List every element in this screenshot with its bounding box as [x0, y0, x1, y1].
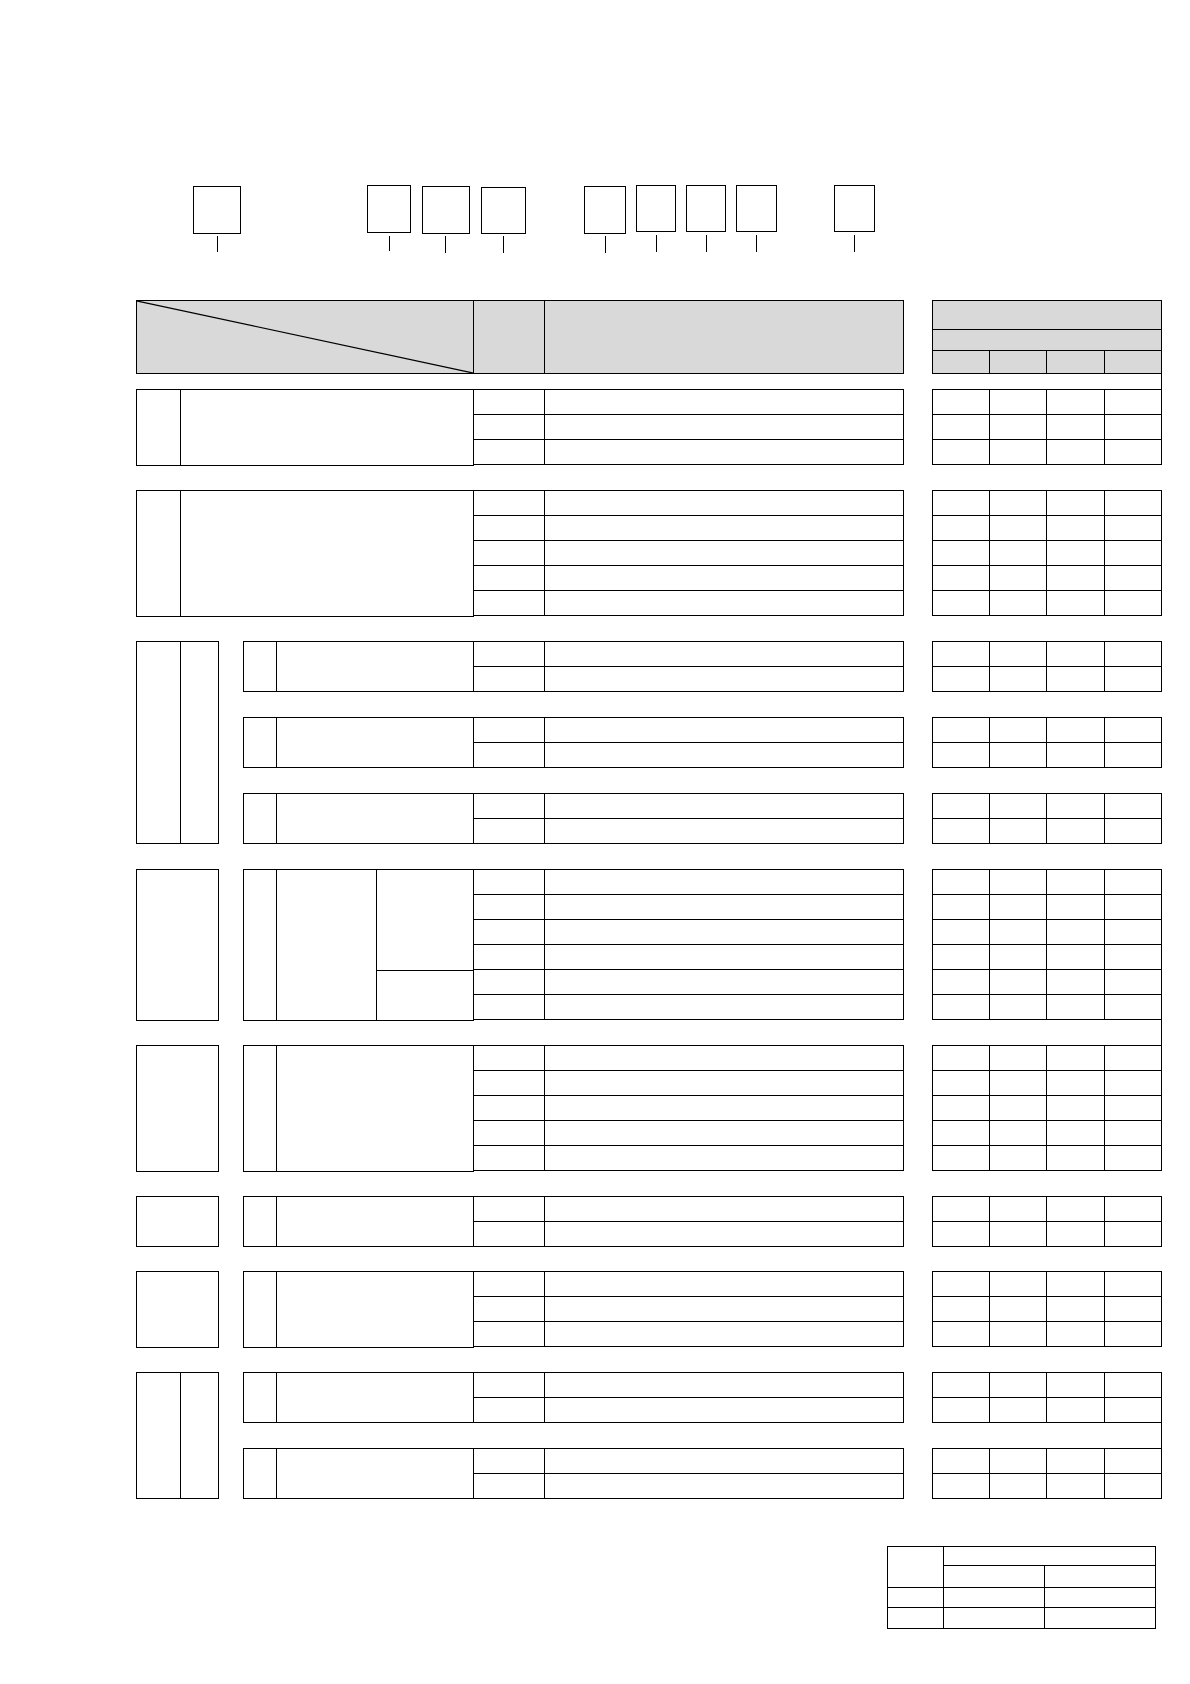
row-check-cell-3[interactable] — [1046, 1045, 1105, 1071]
row-check-cell-2[interactable] — [989, 1372, 1047, 1398]
group-number-cell — [136, 1372, 181, 1499]
footer-row-1-label — [887, 1587, 944, 1608]
row-check-cell-2[interactable] — [989, 490, 1047, 516]
footer-row-2-b[interactable] — [1044, 1607, 1156, 1629]
row-check-cell-2[interactable] — [989, 1397, 1047, 1423]
row-check-cell-2[interactable] — [989, 1095, 1047, 1121]
row-check-cell-3[interactable] — [1046, 565, 1105, 591]
row-check-cell-2[interactable] — [989, 1296, 1047, 1322]
row-code-cell[interactable] — [473, 1473, 545, 1499]
group-number-cell — [136, 490, 181, 617]
row-content-cell[interactable] — [544, 1321, 904, 1347]
row-content-cell[interactable] — [544, 1397, 904, 1423]
row-check-cell-2[interactable] — [989, 1221, 1047, 1247]
row-check-cell-3[interactable] — [1046, 1120, 1105, 1146]
row-check-cell-2[interactable] — [989, 742, 1047, 768]
row-check-cell-2[interactable] — [989, 1045, 1047, 1071]
row-check-cell-3[interactable] — [1046, 742, 1105, 768]
row-check-cell-1[interactable] — [932, 1196, 990, 1222]
row-check-cell-1[interactable] — [932, 1070, 990, 1096]
row-code-cell[interactable] — [473, 565, 545, 591]
row-check-cell-1[interactable] — [932, 439, 990, 465]
subgroup-number-cell — [243, 717, 277, 768]
row-check-cell-1[interactable] — [932, 1045, 990, 1071]
row-code-cell[interactable] — [473, 540, 545, 566]
row-code-cell[interactable] — [473, 869, 545, 895]
row-check-cell-2[interactable] — [989, 1321, 1047, 1347]
row-check-cell-4[interactable] — [1104, 389, 1162, 415]
group-label-cell — [136, 869, 219, 1021]
row-check-cell-4[interactable] — [1104, 490, 1162, 516]
footer-header-top — [943, 1546, 1156, 1566]
row-check-cell-3[interactable] — [1046, 1221, 1105, 1247]
row-content-cell[interactable] — [544, 439, 904, 465]
row-check-cell-4[interactable] — [1104, 1045, 1162, 1071]
row-code-cell[interactable] — [473, 1070, 545, 1096]
row-check-cell-3[interactable] — [1046, 793, 1105, 819]
right-header-top — [932, 300, 1162, 330]
row-check-cell-4[interactable] — [1104, 1296, 1162, 1322]
footer-table — [887, 1546, 1156, 1628]
right-header-mid — [932, 329, 1162, 351]
group-sub-cell — [180, 641, 219, 844]
row-content-cell[interactable] — [544, 490, 904, 516]
row-check-cell-3[interactable] — [1046, 414, 1105, 440]
right-header-col-1 — [932, 350, 990, 374]
row-check-cell-1[interactable] — [932, 919, 990, 945]
row-code-cell[interactable] — [473, 490, 545, 516]
row-check-cell-1[interactable] — [932, 894, 990, 920]
header-code-cell — [473, 300, 545, 374]
row-check-cell-2[interactable] — [989, 641, 1047, 667]
row-content-cell[interactable] — [544, 641, 904, 667]
row-check-cell-1[interactable] — [932, 565, 990, 591]
row-content-cell[interactable] — [544, 1070, 904, 1096]
subgroup-split-lower — [376, 970, 474, 1021]
row-code-cell[interactable] — [473, 590, 545, 616]
row-content-cell[interactable] — [544, 894, 904, 920]
row-check-cell-3[interactable] — [1046, 818, 1105, 844]
row-check-cell-4[interactable] — [1104, 742, 1162, 768]
row-check-cell-2[interactable] — [989, 1448, 1047, 1474]
row-code-cell[interactable] — [473, 1221, 545, 1247]
subgroup-number-cell — [243, 869, 277, 1021]
row-check-cell-3[interactable] — [1046, 515, 1105, 541]
row-code-cell[interactable] — [473, 1321, 545, 1347]
row-check-cell-1[interactable] — [932, 1271, 990, 1297]
row-code-cell[interactable] — [473, 717, 545, 743]
row-content-cell[interactable] — [544, 1145, 904, 1171]
row-content-cell[interactable] — [544, 742, 904, 768]
subgroup-number-cell — [243, 1448, 277, 1499]
row-content-cell[interactable] — [544, 540, 904, 566]
row-check-cell-4[interactable] — [1104, 1070, 1162, 1096]
row-check-cell-2[interactable] — [989, 869, 1047, 895]
row-check-cell-4[interactable] — [1104, 439, 1162, 465]
subgroup-number-cell — [243, 641, 277, 692]
row-check-cell-2[interactable] — [989, 565, 1047, 591]
group-sub-cell — [180, 1372, 219, 1499]
row-check-cell-3[interactable] — [1046, 1271, 1105, 1297]
row-check-cell-2[interactable] — [989, 389, 1047, 415]
row-check-cell-3[interactable] — [1046, 969, 1105, 995]
row-check-cell-4[interactable] — [1104, 969, 1162, 995]
group-number-cell — [136, 641, 181, 844]
row-check-cell-3[interactable] — [1046, 717, 1105, 743]
row-check-cell-3[interactable] — [1046, 919, 1105, 945]
row-check-cell-3[interactable] — [1046, 944, 1105, 970]
row-check-cell-1[interactable] — [932, 717, 990, 743]
row-check-cell-1[interactable] — [932, 742, 990, 768]
row-check-cell-3[interactable] — [1046, 1296, 1105, 1322]
row-check-cell-2[interactable] — [989, 717, 1047, 743]
row-content-cell[interactable] — [544, 590, 904, 616]
subgroup-label-cell — [276, 1448, 474, 1499]
row-check-cell-4[interactable] — [1104, 717, 1162, 743]
row-check-cell-2[interactable] — [989, 1271, 1047, 1297]
row-code-cell[interactable] — [473, 414, 545, 440]
row-code-cell[interactable] — [473, 439, 545, 465]
row-check-cell-1[interactable] — [932, 490, 990, 516]
footer-col-a — [943, 1565, 1045, 1588]
row-check-cell-2[interactable] — [989, 793, 1047, 819]
row-check-cell-4[interactable] — [1104, 641, 1162, 667]
row-check-cell-1[interactable] — [932, 666, 990, 692]
row-check-cell-1[interactable] — [932, 793, 990, 819]
group-label-cell — [136, 1196, 219, 1247]
row-code-cell[interactable] — [473, 1372, 545, 1398]
row-check-cell-2[interactable] — [989, 439, 1047, 465]
row-check-cell-3[interactable] — [1046, 1145, 1105, 1171]
row-check-cell-2[interactable] — [989, 1196, 1047, 1222]
row-check-cell-2[interactable] — [989, 894, 1047, 920]
subgroup-label-cell — [276, 1372, 474, 1423]
row-check-cell-1[interactable] — [932, 1473, 990, 1499]
row-code-cell[interactable] — [473, 1120, 545, 1146]
right-header-col-3 — [1046, 350, 1105, 374]
row-check-cell-4[interactable] — [1104, 1397, 1162, 1423]
row-check-cell-3[interactable] — [1046, 994, 1105, 1020]
right-header-col-2 — [989, 350, 1047, 374]
row-check-cell-1[interactable] — [932, 1397, 990, 1423]
subgroup-number-cell — [243, 793, 277, 844]
right-edge-line — [1161, 373, 1162, 389]
row-check-cell-3[interactable] — [1046, 666, 1105, 692]
subgroup-label-cell — [276, 641, 474, 692]
row-check-cell-4[interactable] — [1104, 1448, 1162, 1474]
subgroup-number-cell — [243, 1372, 277, 1423]
row-content-cell[interactable] — [544, 389, 904, 415]
row-check-cell-3[interactable] — [1046, 1070, 1105, 1096]
row-check-cell-2[interactable] — [989, 818, 1047, 844]
row-check-cell-4[interactable] — [1104, 944, 1162, 970]
group-label-cell — [180, 490, 474, 617]
row-check-cell-4[interactable] — [1104, 818, 1162, 844]
row-check-cell-1[interactable] — [932, 1120, 990, 1146]
row-content-cell[interactable] — [544, 869, 904, 895]
row-check-cell-3[interactable] — [1046, 590, 1105, 616]
row-check-cell-4[interactable] — [1104, 1372, 1162, 1398]
footer-row-2-a[interactable] — [943, 1607, 1045, 1629]
row-check-cell-3[interactable] — [1046, 894, 1105, 920]
right-header-col-4 — [1104, 350, 1162, 374]
row-content-cell[interactable] — [544, 414, 904, 440]
row-content-cell[interactable] — [544, 1120, 904, 1146]
row-check-cell-3[interactable] — [1046, 1473, 1105, 1499]
row-check-cell-1[interactable] — [932, 389, 990, 415]
group-label-cell — [180, 389, 474, 466]
row-check-cell-1[interactable] — [932, 1145, 990, 1171]
row-code-cell[interactable] — [473, 1095, 545, 1121]
row-check-cell-3[interactable] — [1046, 439, 1105, 465]
row-check-cell-2[interactable] — [989, 1473, 1047, 1499]
row-check-cell-1[interactable] — [932, 641, 990, 667]
row-check-cell-3[interactable] — [1046, 1321, 1105, 1347]
row-check-cell-3[interactable] — [1046, 1372, 1105, 1398]
row-check-cell-1[interactable] — [932, 994, 990, 1020]
row-check-cell-4[interactable] — [1104, 793, 1162, 819]
row-check-cell-4[interactable] — [1104, 666, 1162, 692]
row-code-cell[interactable] — [473, 641, 545, 667]
row-code-cell[interactable] — [473, 894, 545, 920]
row-code-cell[interactable] — [473, 742, 545, 768]
row-content-cell[interactable] — [544, 1296, 904, 1322]
subgroup-split-upper — [376, 869, 474, 971]
group-label-cell — [136, 1045, 219, 1172]
group-number-cell — [136, 389, 181, 466]
row-check-cell-2[interactable] — [989, 1145, 1047, 1171]
row-content-cell[interactable] — [544, 717, 904, 743]
row-check-cell-4[interactable] — [1104, 1221, 1162, 1247]
footer-row-1-a[interactable] — [943, 1587, 1045, 1608]
row-check-cell-4[interactable] — [1104, 1321, 1162, 1347]
row-code-cell[interactable] — [473, 1271, 545, 1297]
row-check-cell-3[interactable] — [1046, 869, 1105, 895]
row-content-cell[interactable] — [544, 666, 904, 692]
row-check-cell-4[interactable] — [1104, 565, 1162, 591]
row-check-cell-3[interactable] — [1046, 1095, 1105, 1121]
row-check-cell-1[interactable] — [932, 1372, 990, 1398]
row-check-cell-4[interactable] — [1104, 515, 1162, 541]
footer-header-left — [887, 1546, 944, 1588]
row-content-cell[interactable] — [544, 1473, 904, 1499]
row-code-cell[interactable] — [473, 994, 545, 1020]
row-code-cell[interactable] — [473, 1296, 545, 1322]
subgroup-label-cell — [276, 1271, 474, 1348]
right-edge-line — [1161, 1421, 1162, 1448]
row-check-cell-3[interactable] — [1046, 1448, 1105, 1474]
row-check-cell-2[interactable] — [989, 1070, 1047, 1096]
row-check-cell-3[interactable] — [1046, 389, 1105, 415]
row-check-cell-4[interactable] — [1104, 1145, 1162, 1171]
row-check-cell-4[interactable] — [1104, 414, 1162, 440]
row-check-cell-4[interactable] — [1104, 590, 1162, 616]
row-check-cell-4[interactable] — [1104, 919, 1162, 945]
row-content-cell[interactable] — [544, 969, 904, 995]
row-check-cell-1[interactable] — [932, 944, 990, 970]
row-check-cell-2[interactable] — [989, 540, 1047, 566]
row-check-cell-3[interactable] — [1046, 490, 1105, 516]
row-check-cell-2[interactable] — [989, 1120, 1047, 1146]
row-content-cell[interactable] — [544, 1196, 904, 1222]
row-code-cell[interactable] — [473, 1145, 545, 1171]
row-content-cell[interactable] — [544, 919, 904, 945]
row-check-cell-4[interactable] — [1104, 894, 1162, 920]
row-check-cell-3[interactable] — [1046, 1397, 1105, 1423]
footer-col-b — [1044, 1565, 1156, 1588]
footer-row-2-label — [887, 1607, 944, 1629]
group-label-cell — [136, 1271, 219, 1348]
row-content-cell[interactable] — [544, 818, 904, 844]
row-code-cell[interactable] — [473, 666, 545, 692]
row-content-cell[interactable] — [544, 1271, 904, 1297]
row-check-cell-1[interactable] — [932, 540, 990, 566]
row-content-cell[interactable] — [544, 793, 904, 819]
row-content-cell[interactable] — [544, 1045, 904, 1071]
row-content-cell[interactable] — [544, 944, 904, 970]
row-content-cell[interactable] — [544, 1448, 904, 1474]
row-code-cell[interactable] — [473, 969, 545, 995]
row-check-cell-1[interactable] — [932, 969, 990, 995]
row-check-cell-1[interactable] — [932, 515, 990, 541]
right-edge-line — [1161, 1019, 1162, 1045]
row-check-cell-4[interactable] — [1104, 1196, 1162, 1222]
row-code-cell[interactable] — [473, 1397, 545, 1423]
row-check-cell-1[interactable] — [932, 818, 990, 844]
row-check-cell-4[interactable] — [1104, 540, 1162, 566]
row-check-cell-3[interactable] — [1046, 1196, 1105, 1222]
row-check-cell-4[interactable] — [1104, 1473, 1162, 1499]
subgroup-label-cell — [276, 869, 377, 1021]
subgroup-label-cell — [276, 1045, 474, 1172]
row-code-cell[interactable] — [473, 1196, 545, 1222]
row-check-cell-1[interactable] — [932, 1221, 990, 1247]
row-code-cell[interactable] — [473, 793, 545, 819]
row-code-cell[interactable] — [473, 818, 545, 844]
row-check-cell-1[interactable] — [932, 590, 990, 616]
row-code-cell[interactable] — [473, 1045, 545, 1071]
row-check-cell-4[interactable] — [1104, 1120, 1162, 1146]
row-check-cell-1[interactable] — [932, 414, 990, 440]
row-check-cell-4[interactable] — [1104, 994, 1162, 1020]
row-content-cell[interactable] — [544, 994, 904, 1020]
row-check-cell-2[interactable] — [989, 969, 1047, 995]
subgroup-label-cell — [276, 1196, 474, 1247]
row-check-cell-4[interactable] — [1104, 869, 1162, 895]
header-content-cell — [544, 300, 904, 374]
subgroup-number-cell — [243, 1045, 277, 1172]
row-check-cell-2[interactable] — [989, 666, 1047, 692]
row-code-cell[interactable] — [473, 919, 545, 945]
row-content-cell[interactable] — [544, 515, 904, 541]
row-check-cell-1[interactable] — [932, 1448, 990, 1474]
row-check-cell-4[interactable] — [1104, 1095, 1162, 1121]
row-code-cell[interactable] — [473, 1448, 545, 1474]
subgroup-number-cell — [243, 1196, 277, 1247]
footer-row-1-b[interactable] — [1044, 1587, 1156, 1608]
row-content-cell[interactable] — [544, 1095, 904, 1121]
row-check-cell-2[interactable] — [989, 590, 1047, 616]
row-code-cell[interactable] — [473, 515, 545, 541]
subgroup-number-cell — [243, 1271, 277, 1348]
row-code-cell[interactable] — [473, 389, 545, 415]
row-check-cell-2[interactable] — [989, 919, 1047, 945]
row-code-cell[interactable] — [473, 944, 545, 970]
row-check-cell-3[interactable] — [1046, 641, 1105, 667]
row-content-cell[interactable] — [544, 565, 904, 591]
row-check-cell-2[interactable] — [989, 994, 1047, 1020]
row-check-cell-1[interactable] — [932, 869, 990, 895]
row-check-cell-1[interactable] — [932, 1296, 990, 1322]
row-check-cell-2[interactable] — [989, 414, 1047, 440]
row-check-cell-4[interactable] — [1104, 1271, 1162, 1297]
row-check-cell-2[interactable] — [989, 944, 1047, 970]
subgroup-label-cell — [276, 717, 474, 768]
row-check-cell-3[interactable] — [1046, 540, 1105, 566]
row-content-cell[interactable] — [544, 1372, 904, 1398]
row-check-cell-1[interactable] — [932, 1321, 990, 1347]
row-content-cell[interactable] — [544, 1221, 904, 1247]
subgroup-label-cell — [276, 793, 474, 844]
row-check-cell-2[interactable] — [989, 515, 1047, 541]
row-check-cell-1[interactable] — [932, 1095, 990, 1121]
